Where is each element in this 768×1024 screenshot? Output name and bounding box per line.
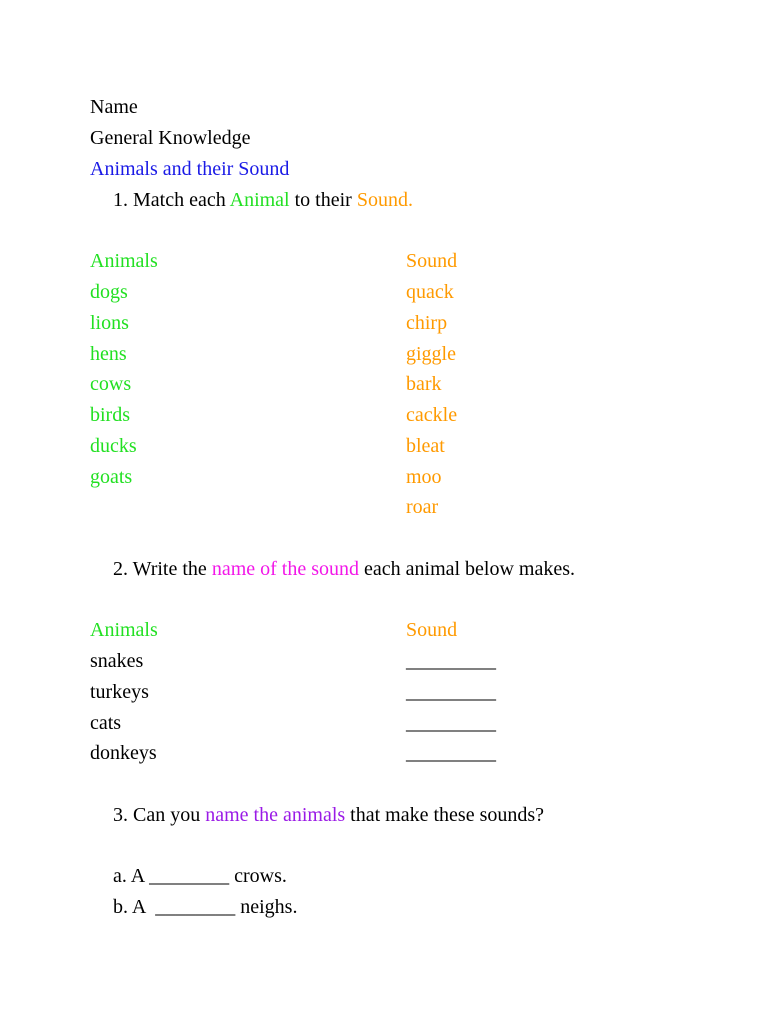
q1-animal-item: birds <box>90 404 130 426</box>
q1-sound-word: Sound. <box>356 189 413 211</box>
q2-highlight: name of the sound <box>211 558 359 580</box>
name-label: Name <box>90 96 138 118</box>
q1-sound-item: bark <box>406 373 442 395</box>
q2-animal-item: turkeys <box>90 681 149 703</box>
q1-animal-item: lions <box>90 312 129 334</box>
q2-animal-item: cats <box>90 712 122 734</box>
q3-item-b: b. A ________ neighs. <box>113 896 298 918</box>
q2-animals-header: Animals <box>90 619 158 641</box>
topic-title: Animals and their Sound <box>90 158 290 180</box>
q3-item-a: a. A ________ crows. <box>113 865 287 887</box>
q1-sound-item: quack <box>406 281 454 303</box>
q1-middle: to their <box>289 189 357 211</box>
q1-animals-header: Animals <box>90 250 158 272</box>
q1-animal-item: hens <box>90 343 127 365</box>
q1-sound-item: bleat <box>406 435 445 457</box>
q3-suffix: that make these sounds? <box>345 804 545 826</box>
q1-animal-item: goats <box>90 466 133 488</box>
q1-animal-item: dogs <box>90 281 128 303</box>
q2-answer-blank[interactable]: _________ <box>406 681 496 703</box>
q1-sound-item: cackle <box>406 404 458 426</box>
question-3 <box>113 803 544 827</box>
q3-prefix: 3. Can you <box>113 804 206 826</box>
q2-suffix: each animal below makes. <box>359 558 576 580</box>
q2-animal-item: donkeys <box>90 742 157 764</box>
q1-animal-word: Animal <box>229 189 290 211</box>
q1-prefix: 1. Match each <box>113 189 230 211</box>
q1-animal-item: ducks <box>90 435 137 457</box>
q1-sound-header: Sound <box>406 250 458 272</box>
q2-answer-blank[interactable]: _________ <box>406 712 496 734</box>
q3-highlight: name the animals <box>205 804 346 826</box>
q2-answer-blank[interactable]: _________ <box>406 650 496 672</box>
subject-title: General Knowledge <box>90 127 251 149</box>
q1-sound-item: giggle <box>406 343 456 365</box>
q2-answer-blank[interactable]: _________ <box>406 742 496 764</box>
q1-sound-item: roar <box>406 496 439 518</box>
q2-prefix: 2. Write the <box>113 558 212 580</box>
q1-animal-item: cows <box>90 373 132 395</box>
question-1 <box>113 188 413 212</box>
q1-sound-item: chirp <box>406 312 448 334</box>
q2-animal-item: snakes <box>90 650 144 672</box>
q2-sound-header: Sound <box>406 619 458 641</box>
q1-sound-item: moo <box>406 466 442 488</box>
question-2 <box>113 557 575 581</box>
